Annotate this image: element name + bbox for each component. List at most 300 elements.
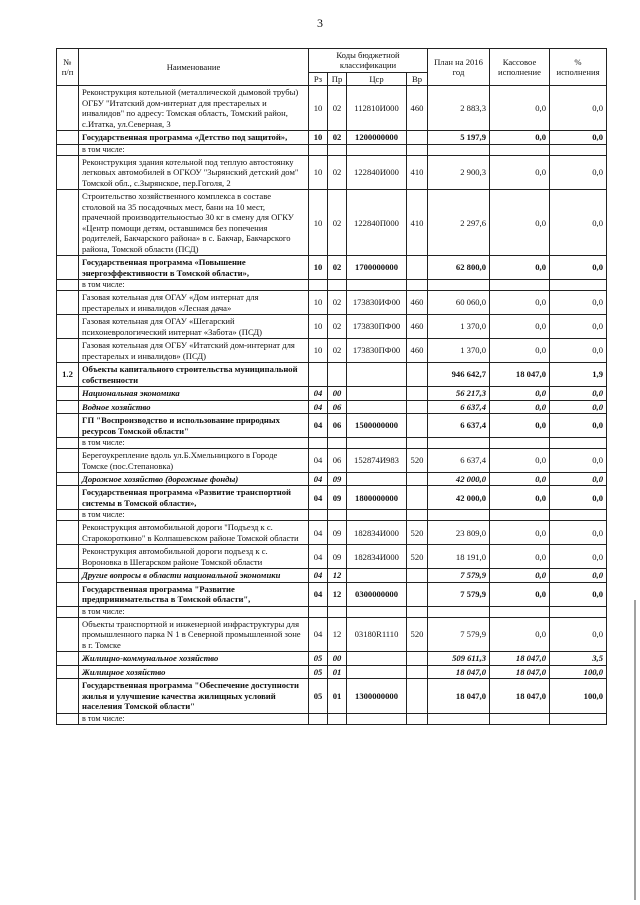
cell-name: в том числе:	[79, 438, 309, 449]
cell-percent	[550, 713, 607, 724]
cell-cash: 0,0	[490, 315, 550, 339]
cell-vr: 410	[407, 190, 428, 256]
cell-percent	[550, 510, 607, 521]
cell-pr: 00	[328, 652, 347, 665]
cell-percent: 0,0	[550, 472, 607, 485]
cell-vr	[407, 387, 428, 400]
table-row	[57, 545, 607, 569]
cell-vr	[407, 472, 428, 485]
cell-percent	[550, 144, 607, 155]
cell-plan: 18 047,0	[428, 665, 490, 678]
cell-percent: 0,0	[550, 521, 607, 545]
cell-percent	[550, 438, 607, 449]
cell-number	[57, 86, 79, 131]
cell-csr: 1800000000	[347, 486, 407, 510]
table-row	[57, 315, 607, 339]
cell-pr: 09	[328, 521, 347, 545]
cell-number	[57, 652, 79, 665]
cell-pr: 02	[328, 339, 347, 363]
cell-cash	[490, 438, 550, 449]
header-plan: План на 2016 год	[428, 49, 490, 86]
cell-vr	[407, 582, 428, 606]
cell-vr	[407, 400, 428, 413]
table-row	[57, 363, 607, 387]
cell-percent: 0,0	[550, 449, 607, 473]
cell-plan: 56 217,3	[428, 387, 490, 400]
cell-csr	[347, 569, 407, 582]
cell-rz: 04	[309, 582, 328, 606]
cell-percent: 0,0	[550, 486, 607, 510]
cell-plan: 7 579,9	[428, 569, 490, 582]
cell-csr	[347, 387, 407, 400]
cell-cash: 0,0	[490, 521, 550, 545]
cell-name: Объекты капитального строительства муниципальной собственности	[79, 363, 309, 387]
table-row	[57, 713, 607, 724]
cell-vr	[407, 679, 428, 713]
cell-vr: 520	[407, 521, 428, 545]
cell-cash: 0,0	[490, 86, 550, 131]
table-row	[57, 472, 607, 485]
cell-plan: 7 579,9	[428, 617, 490, 651]
cell-pr: 09	[328, 486, 347, 510]
cell-name: Газовая котельная для ОГАУ «Шегарский психоневрологический интернат «Забота» (ПСД)	[79, 315, 309, 339]
cell-number	[57, 510, 79, 521]
cell-plan: 42 000,0	[428, 486, 490, 510]
header-vr: Вр	[407, 72, 428, 85]
cell-csr	[347, 510, 407, 521]
table-row	[57, 521, 607, 545]
cell-number	[57, 582, 79, 606]
cell-name: Реконструкция автомобильной дороги "Подъезд к с. Старокороткино" в Колпашевском районе Томской области	[79, 521, 309, 545]
cell-number	[57, 155, 79, 189]
cell-plan	[428, 280, 490, 291]
cell-plan	[428, 606, 490, 617]
table-row	[57, 510, 607, 521]
table-row	[57, 280, 607, 291]
table-row	[57, 569, 607, 582]
cell-number	[57, 280, 79, 291]
cell-pr: 09	[328, 472, 347, 485]
cell-pr: 01	[328, 665, 347, 678]
cell-rz: 04	[309, 449, 328, 473]
cell-csr: 1300000000	[347, 679, 407, 713]
table-row	[57, 414, 607, 438]
cell-csr	[347, 665, 407, 678]
cell-percent: 0,0	[550, 256, 607, 280]
cell-cash: 0,0	[490, 387, 550, 400]
cell-cash	[490, 713, 550, 724]
cell-csr	[347, 280, 407, 291]
table-row	[57, 617, 607, 651]
cell-percent: 0,0	[550, 617, 607, 651]
cell-plan: 2 900,3	[428, 155, 490, 189]
cell-vr	[407, 131, 428, 144]
cell-rz: 04	[309, 521, 328, 545]
cell-number	[57, 617, 79, 651]
table-body	[57, 86, 607, 724]
cell-cash: 18 047,0	[490, 363, 550, 387]
cell-name: Газовая котельная для ОГАУ «Дом интернат для престарелых и инвалидов «Лесная дача»	[79, 291, 309, 315]
cell-number	[57, 472, 79, 485]
cell-csr: 1500000000	[347, 414, 407, 438]
cell-vr	[407, 438, 428, 449]
cell-csr: 0300000000	[347, 582, 407, 606]
cell-csr: 122840П000	[347, 190, 407, 256]
cell-plan: 42 000,0	[428, 472, 490, 485]
cell-number	[57, 387, 79, 400]
table-row	[57, 438, 607, 449]
cell-percent	[550, 606, 607, 617]
cell-number	[57, 606, 79, 617]
cell-pr: 01	[328, 679, 347, 713]
cell-percent: 0,0	[550, 155, 607, 189]
cell-cash: 0,0	[490, 486, 550, 510]
cell-cash: 0,0	[490, 256, 550, 280]
table-row	[57, 679, 607, 713]
cell-name: Реконструкция автомобильной дороги подъезд к с. Вороновка в Шегарском районе Томской области	[79, 545, 309, 569]
cell-number	[57, 144, 79, 155]
cell-plan: 6 637,4	[428, 414, 490, 438]
cell-vr	[407, 652, 428, 665]
cell-plan	[428, 144, 490, 155]
cell-number	[57, 679, 79, 713]
cell-percent: 100,0	[550, 679, 607, 713]
cell-name: Строительство хозяйственного комплекса в составе столовой на 35 посадочных мест, бани на 10 мест, прачечной производительностью 30 кг в смену для ОГКУ «Центр помощи детям, оставшимся без попечения родителей, Бакчарского района» в с. Бакчар, Бакчарского района, Томской области (ПСД)	[79, 190, 309, 256]
cell-plan	[428, 438, 490, 449]
table-row	[57, 387, 607, 400]
cell-vr: 460	[407, 315, 428, 339]
cell-csr	[347, 400, 407, 413]
cell-number	[57, 438, 79, 449]
cell-pr: 02	[328, 155, 347, 189]
header-budget-codes: Коды бюджетной классификации	[309, 49, 428, 73]
cell-percent: 0,0	[550, 414, 607, 438]
cell-pr	[328, 606, 347, 617]
cell-rz: 04	[309, 569, 328, 582]
table-row	[57, 665, 607, 678]
cell-name: Реконструкция здания котельной под теплую автостоянку легковых автомобилей в ОГКОУ "Зырянский детский дом" Томской обл., с.Зырянское, пер.Гоголя, 2	[79, 155, 309, 189]
cell-number	[57, 131, 79, 144]
cell-plan: 6 637,4	[428, 449, 490, 473]
cell-vr	[407, 713, 428, 724]
cell-csr	[347, 606, 407, 617]
cell-plan: 6 637,4	[428, 400, 490, 413]
cell-rz: 04	[309, 414, 328, 438]
cell-rz	[309, 363, 328, 387]
cell-number	[57, 569, 79, 582]
cell-rz: 04	[309, 545, 328, 569]
cell-name: Национальная экономика	[79, 387, 309, 400]
cell-rz: 04	[309, 387, 328, 400]
cell-pr: 06	[328, 400, 347, 413]
cell-pr	[328, 713, 347, 724]
cell-cash: 18 047,0	[490, 679, 550, 713]
cell-rz	[309, 510, 328, 521]
cell-name: Государственная программа «Детство под защитой»,	[79, 131, 309, 144]
cell-percent: 0,0	[550, 582, 607, 606]
cell-pr: 12	[328, 582, 347, 606]
cell-csr	[347, 144, 407, 155]
cell-rz: 05	[309, 652, 328, 665]
cell-cash: 0,0	[490, 569, 550, 582]
table-row	[57, 339, 607, 363]
table-row	[57, 486, 607, 510]
cell-cash	[490, 280, 550, 291]
cell-name: в том числе:	[79, 713, 309, 724]
table-row	[57, 582, 607, 606]
cell-plan: 1 370,0	[428, 339, 490, 363]
cell-plan: 946 642,7	[428, 363, 490, 387]
cell-vr	[407, 414, 428, 438]
cell-plan: 2 883,3	[428, 86, 490, 131]
cell-csr: 173830ПФ00	[347, 339, 407, 363]
cell-percent: 1,9	[550, 363, 607, 387]
cell-pr: 02	[328, 190, 347, 256]
cell-rz: 04	[309, 472, 328, 485]
cell-csr	[347, 713, 407, 724]
cell-plan: 1 370,0	[428, 315, 490, 339]
header-name: Наименование	[79, 49, 309, 86]
cell-csr: 182834И000	[347, 521, 407, 545]
margin-scan-line	[634, 600, 636, 900]
cell-pr: 12	[328, 569, 347, 582]
cell-name: Другие вопросы в области национальной экономики	[79, 569, 309, 582]
cell-pr	[328, 280, 347, 291]
cell-name: Водное хозяйство	[79, 400, 309, 413]
cell-cash: 0,0	[490, 190, 550, 256]
cell-cash: 0,0	[490, 131, 550, 144]
cell-vr	[407, 510, 428, 521]
cell-percent	[550, 280, 607, 291]
table-row	[57, 606, 607, 617]
cell-vr	[407, 363, 428, 387]
cell-csr: 1200000000	[347, 131, 407, 144]
cell-vr	[407, 606, 428, 617]
cell-csr	[347, 438, 407, 449]
cell-rz: 05	[309, 679, 328, 713]
cell-name: Государственная программа "Обеспечение доступности жилья и улучшение качества жилищных условий населения Томской области"	[79, 679, 309, 713]
table-row	[57, 190, 607, 256]
cell-plan: 7 579,9	[428, 582, 490, 606]
cell-number	[57, 449, 79, 473]
table-row	[57, 400, 607, 413]
cell-pr	[328, 144, 347, 155]
cell-cash: 0,0	[490, 472, 550, 485]
cell-percent: 0,0	[550, 86, 607, 131]
cell-pr	[328, 363, 347, 387]
cell-cash	[490, 510, 550, 521]
cell-rz	[309, 606, 328, 617]
cell-pr: 00	[328, 387, 347, 400]
cell-vr	[407, 280, 428, 291]
cell-percent: 3,5	[550, 652, 607, 665]
cell-name: Дорожное хозяйство (дорожные фонды)	[79, 472, 309, 485]
cell-pr: 06	[328, 449, 347, 473]
cell-cash: 0,0	[490, 339, 550, 363]
cell-plan: 18 047,0	[428, 679, 490, 713]
cell-percent: 0,0	[550, 291, 607, 315]
cell-rz	[309, 713, 328, 724]
cell-name: в том числе:	[79, 144, 309, 155]
cell-percent: 0,0	[550, 400, 607, 413]
cell-vr	[407, 486, 428, 510]
cell-vr	[407, 144, 428, 155]
cell-cash: 18 047,0	[490, 665, 550, 678]
cell-name: Берегоукрепление вдоль ул.Б.Хмельницкого в Городе Томске (пос.Степановка)	[79, 449, 309, 473]
header-execution-percent: % исполнения	[550, 49, 607, 86]
table-header	[57, 49, 607, 86]
cell-csr: 112810И000	[347, 86, 407, 131]
cell-name: в том числе:	[79, 280, 309, 291]
cell-number	[57, 414, 79, 438]
cell-rz: 10	[309, 131, 328, 144]
cell-rz: 10	[309, 190, 328, 256]
table-row	[57, 86, 607, 131]
cell-rz	[309, 280, 328, 291]
header-csr: Цср	[347, 72, 407, 85]
cell-vr: 520	[407, 617, 428, 651]
cell-percent: 0,0	[550, 190, 607, 256]
cell-csr	[347, 472, 407, 485]
cell-csr: 173830ПФ00	[347, 315, 407, 339]
cell-pr: 02	[328, 86, 347, 131]
cell-percent: 0,0	[550, 315, 607, 339]
cell-cash: 0,0	[490, 400, 550, 413]
cell-name: Государственная программа «Повышение энергоэффективности в Томской области»,	[79, 256, 309, 280]
cell-percent: 0,0	[550, 569, 607, 582]
cell-plan	[428, 713, 490, 724]
cell-cash: 0,0	[490, 617, 550, 651]
cell-csr	[347, 652, 407, 665]
table-row	[57, 291, 607, 315]
cell-plan: 5 197,9	[428, 131, 490, 144]
cell-pr: 06	[328, 414, 347, 438]
table-row	[57, 131, 607, 144]
cell-rz: 10	[309, 86, 328, 131]
header-cash-execution: Кассовое исполнение	[490, 49, 550, 86]
cell-name: Жилищно-коммунальное хозяйство	[79, 652, 309, 665]
cell-vr: 410	[407, 155, 428, 189]
cell-vr: 460	[407, 291, 428, 315]
cell-cash: 18 047,0	[490, 652, 550, 665]
cell-rz: 10	[309, 155, 328, 189]
cell-cash: 0,0	[490, 449, 550, 473]
cell-number	[57, 339, 79, 363]
table-row	[57, 144, 607, 155]
cell-percent: 0,0	[550, 387, 607, 400]
cell-name: Жилищное хозяйство	[79, 665, 309, 678]
cell-pr: 02	[328, 131, 347, 144]
cell-number: 1.2	[57, 363, 79, 387]
table-row	[57, 449, 607, 473]
cell-vr	[407, 256, 428, 280]
cell-vr: 520	[407, 545, 428, 569]
cell-rz: 10	[309, 256, 328, 280]
cell-number	[57, 521, 79, 545]
cell-percent: 0,0	[550, 545, 607, 569]
cell-plan: 60 060,0	[428, 291, 490, 315]
table-row	[57, 652, 607, 665]
cell-number	[57, 190, 79, 256]
cell-rz: 04	[309, 400, 328, 413]
cell-cash: 0,0	[490, 291, 550, 315]
cell-cash: 0,0	[490, 582, 550, 606]
cell-cash	[490, 144, 550, 155]
header-number: № п/п	[57, 49, 79, 86]
cell-rz	[309, 438, 328, 449]
cell-name: Газовая котельная для ОГБУ «Итатский дом-интернат для престарелых и инвалидов» (ПСД)	[79, 339, 309, 363]
cell-cash	[490, 606, 550, 617]
cell-number	[57, 665, 79, 678]
cell-name: в том числе:	[79, 606, 309, 617]
table-row	[57, 155, 607, 189]
cell-cash: 0,0	[490, 414, 550, 438]
cell-rz: 04	[309, 617, 328, 651]
cell-rz: 10	[309, 315, 328, 339]
cell-name: Объекты транспортной и инженерной инфраструктуры для промышленного парка N 1 в Северной промышленной зоне в г. Томске	[79, 617, 309, 651]
cell-name: Государственная программа "Развитие предпринимательства в Томской области",	[79, 582, 309, 606]
cell-name: ГП "Воспроизводство и использование природных ресурсов Томской области"	[79, 414, 309, 438]
cell-percent: 0,0	[550, 131, 607, 144]
cell-plan: 2 297,6	[428, 190, 490, 256]
cell-csr: 182834И000	[347, 545, 407, 569]
cell-pr: 02	[328, 256, 347, 280]
cell-cash: 0,0	[490, 545, 550, 569]
cell-number	[57, 545, 79, 569]
cell-vr	[407, 569, 428, 582]
page-number: 3	[317, 16, 323, 30]
cell-plan: 23 809,0	[428, 521, 490, 545]
cell-csr: 122840И000	[347, 155, 407, 189]
cell-rz: 05	[309, 665, 328, 678]
header-rz: Рз	[309, 72, 328, 85]
cell-rz	[309, 144, 328, 155]
cell-number	[57, 713, 79, 724]
cell-name: в том числе:	[79, 510, 309, 521]
cell-vr: 460	[407, 86, 428, 131]
cell-plan: 18 191,0	[428, 545, 490, 569]
cell-pr: 12	[328, 617, 347, 651]
cell-plan: 509 611,3	[428, 652, 490, 665]
cell-number	[57, 486, 79, 510]
cell-csr: 152874И983	[347, 449, 407, 473]
cell-vr: 460	[407, 339, 428, 363]
cell-plan	[428, 510, 490, 521]
cell-csr: 173830ИФ00	[347, 291, 407, 315]
cell-plan: 62 800,0	[428, 256, 490, 280]
cell-percent: 0,0	[550, 339, 607, 363]
cell-pr: 02	[328, 315, 347, 339]
cell-number	[57, 315, 79, 339]
cell-number	[57, 256, 79, 280]
cell-number	[57, 400, 79, 413]
cell-pr	[328, 438, 347, 449]
cell-pr	[328, 510, 347, 521]
cell-csr: 1700000000	[347, 256, 407, 280]
cell-vr: 520	[407, 449, 428, 473]
cell-pr: 02	[328, 291, 347, 315]
cell-rz: 04	[309, 486, 328, 510]
cell-rz: 10	[309, 291, 328, 315]
cell-number	[57, 291, 79, 315]
cell-csr	[347, 363, 407, 387]
cell-csr: 03180R1110	[347, 617, 407, 651]
cell-pr: 09	[328, 545, 347, 569]
cell-name: Государственная программа «Развитие транспортной системы в Томской области»,	[79, 486, 309, 510]
header-pr: Пр	[328, 72, 347, 85]
cell-vr	[407, 665, 428, 678]
cell-percent: 100,0	[550, 665, 607, 678]
